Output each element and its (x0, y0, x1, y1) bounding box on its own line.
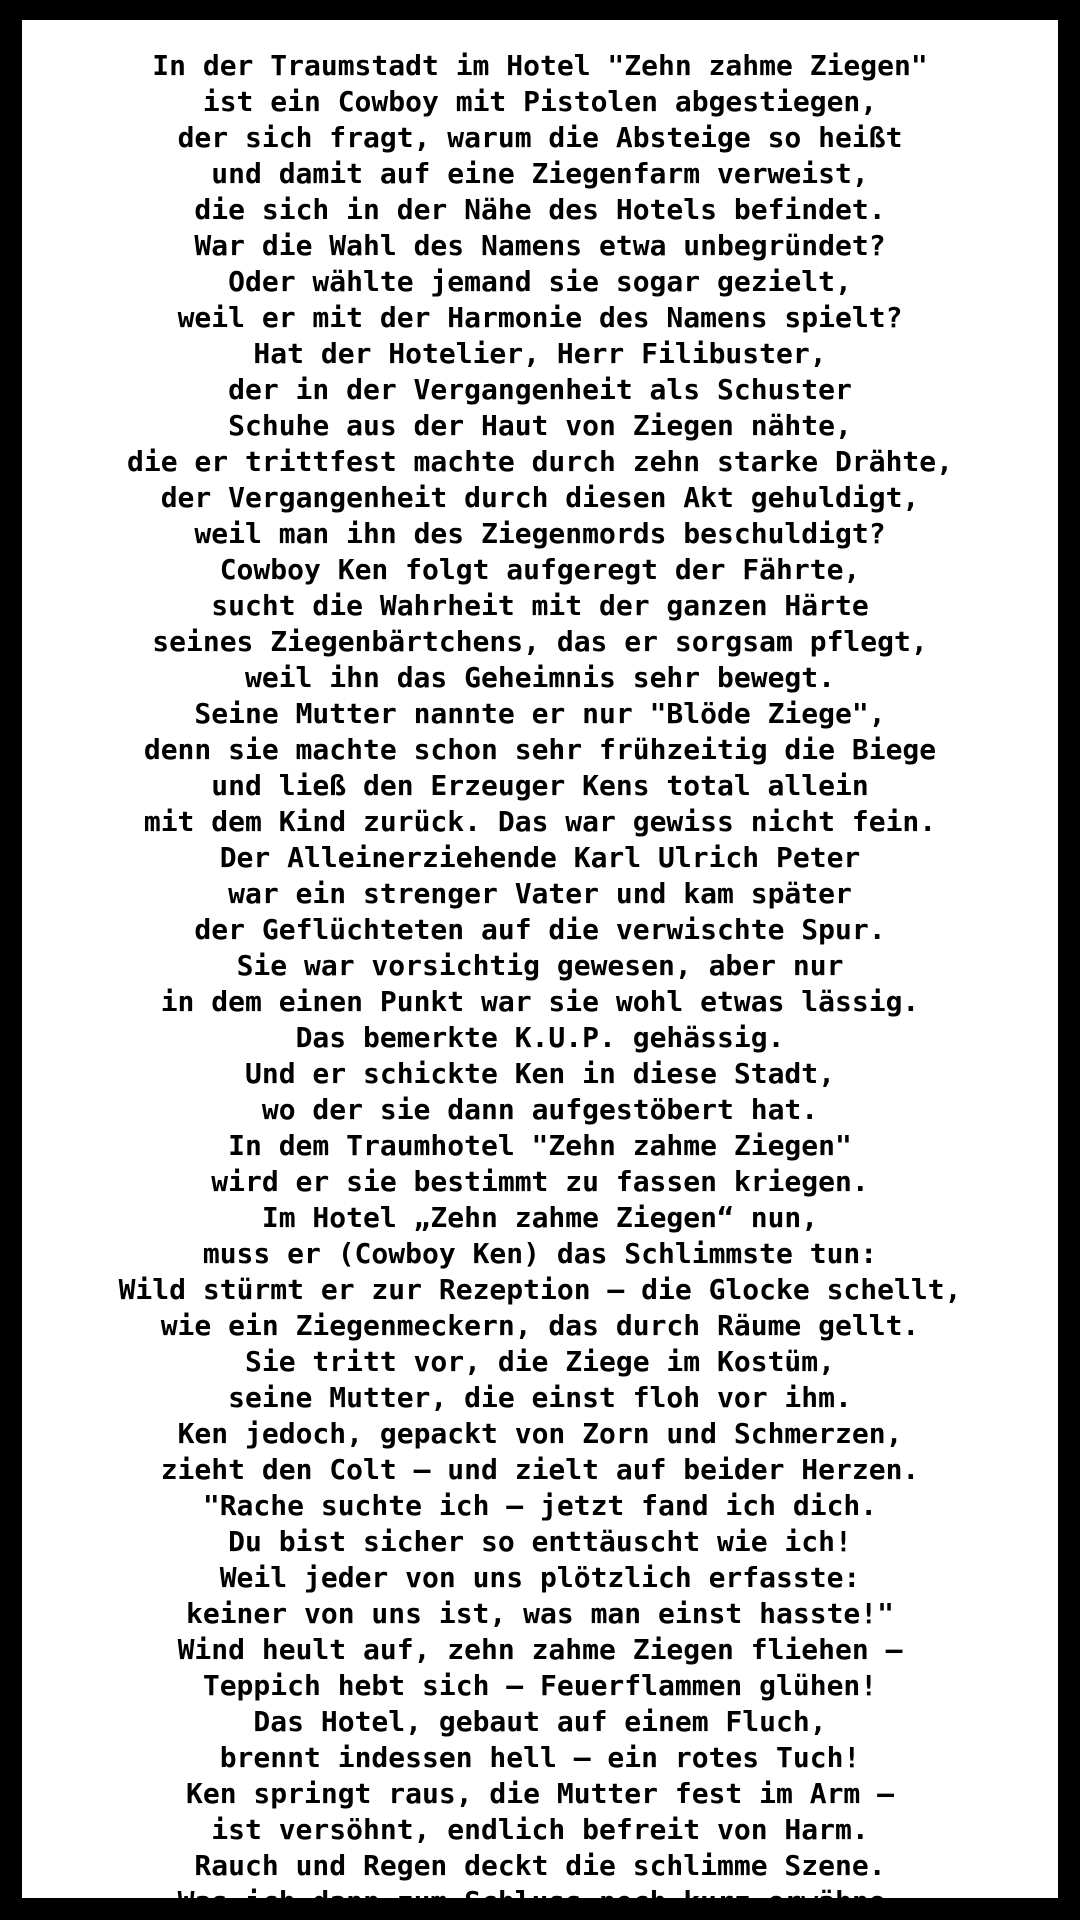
poem-line: Teppich hebt sich – Feuerflammen glühen! (202, 1669, 878, 1702)
poem-line: seines Ziegenbärtchens, das er sorgsam pflegt, (152, 625, 928, 658)
poem-line: wird er sie bestimmt zu fassen kriegen. (211, 1165, 869, 1198)
poem-line: seine Mutter, die einst floh vor ihm. (228, 1381, 852, 1414)
poem-line: Und er schickte Ken in diese Stadt, (244, 1057, 835, 1090)
poem-line: wie ein Ziegenmeckern, das durch Räume gellt. (160, 1309, 920, 1342)
poem-line: die er trittfest machte durch zehn starke Drähte, (126, 445, 953, 478)
poem-page (22, 20, 1058, 1918)
poem-line: Das Hotel, gebaut auf einem Fluch, (253, 1705, 827, 1738)
poem-line: Der Alleinerziehende Karl Ulrich Peter (219, 841, 861, 874)
poem-line: Was ich dann zum Schluss noch kurz erwähne. (177, 1885, 903, 1918)
poem-line: Ken jedoch, gepackt von Zorn und Schmerzen, (177, 1417, 903, 1450)
poem-line: der sich fragt, warum die Absteige so heißt (177, 121, 903, 154)
poem-line: Cowboy Ken folgt aufgeregt der Fährte, (219, 553, 861, 586)
poem-text (22, 48, 1058, 1920)
poem-line: war ein strenger Vater und kam später (228, 877, 852, 910)
poem-line: der Geflüchteten auf die verwischte Spur. (194, 913, 886, 946)
poem-line: in dem einen Punkt war sie wohl etwas lässig. (160, 985, 920, 1018)
poem-line: und ließ den Erzeuger Kens total allein (211, 769, 869, 802)
poem-line: keiner von uns ist, was man einst hasste!" (185, 1597, 894, 1630)
poem-line: Wind heult auf, zehn zahme Ziegen fliehen – (177, 1633, 903, 1666)
poem-line: Ken springt raus, die Mutter fest im Arm – (185, 1777, 894, 1810)
poem-line: muss er (Cowboy Ken) das Schlimmste tun: (202, 1237, 878, 1270)
poem-line: wo der sie dann aufgestöbert hat. (261, 1093, 819, 1126)
poem-line: denn sie machte schon sehr frühzeitig die Biege (143, 733, 937, 766)
poem-line: In der Traumstadt im Hotel "Zehn zahme Ziegen" (152, 49, 928, 82)
poem-line: In dem Traumhotel "Zehn zahme Ziegen" (228, 1129, 852, 1162)
poem-line: Oder wählte jemand sie sogar gezielt, (228, 265, 852, 298)
poem-line: Schuhe aus der Haut von Ziegen nähte, (228, 409, 852, 442)
poem-line: der Vergangenheit durch diesen Akt gehuldigt, (160, 481, 920, 514)
poem-line: Rauch und Regen deckt die schlimme Szene. (194, 1849, 886, 1882)
poem-line: die sich in der Nähe des Hotels befindet. (194, 193, 886, 226)
poem-line: Das bemerkte K.U.P. gehässig. (295, 1021, 785, 1054)
poem-line: Sie war vorsichtig gewesen, aber nur (236, 949, 844, 982)
poem-line: Weil jeder von uns plötzlich erfasste: (219, 1561, 861, 1594)
poem-line: Sie tritt vor, die Ziege im Kostüm, (244, 1345, 835, 1378)
poem-line: weil ihn das Geheimnis sehr bewegt. (244, 661, 835, 694)
poem-line: brennt indessen hell – ein rotes Tuch! (219, 1741, 861, 1774)
poem-line: "Rache suchte ich – jetzt fand ich dich. (202, 1489, 878, 1522)
poem-line: Seine Mutter nannte er nur "Blöde Ziege", (194, 697, 886, 730)
poem-line: weil er mit der Harmonie des Namens spielt? (177, 301, 903, 334)
poem-line: Im Hotel „Zehn zahme Ziegen“ nun, (261, 1201, 819, 1234)
poem-line: War die Wahl des Namens etwa unbegründet? (194, 229, 886, 262)
poem-line: weil man ihn des Ziegenmords beschuldigt? (194, 517, 886, 550)
poem-line: ist versöhnt, endlich befreit von Harm. (211, 1813, 869, 1846)
poem-line: mit dem Kind zurück. Das war gewiss nicht fein. (143, 805, 937, 838)
poem-line: ist ein Cowboy mit Pistolen abgestiegen, (202, 85, 878, 118)
poem-line: sucht die Wahrheit mit der ganzen Härte (211, 589, 869, 622)
poem-line: Du bist sicher so enttäuscht wie ich! (228, 1525, 852, 1558)
poem-line: zieht den Colt – und zielt auf beider Herzen. (160, 1453, 920, 1486)
poem-line: Wild stürmt er zur Rezeption – die Glocke schellt, (118, 1273, 962, 1306)
poem-line: Hat der Hotelier, Herr Filibuster, (253, 337, 827, 370)
poem-line: der in der Vergangenheit als Schuster (228, 373, 852, 406)
poem-line: und damit auf eine Ziegenfarm verweist, (211, 157, 869, 190)
